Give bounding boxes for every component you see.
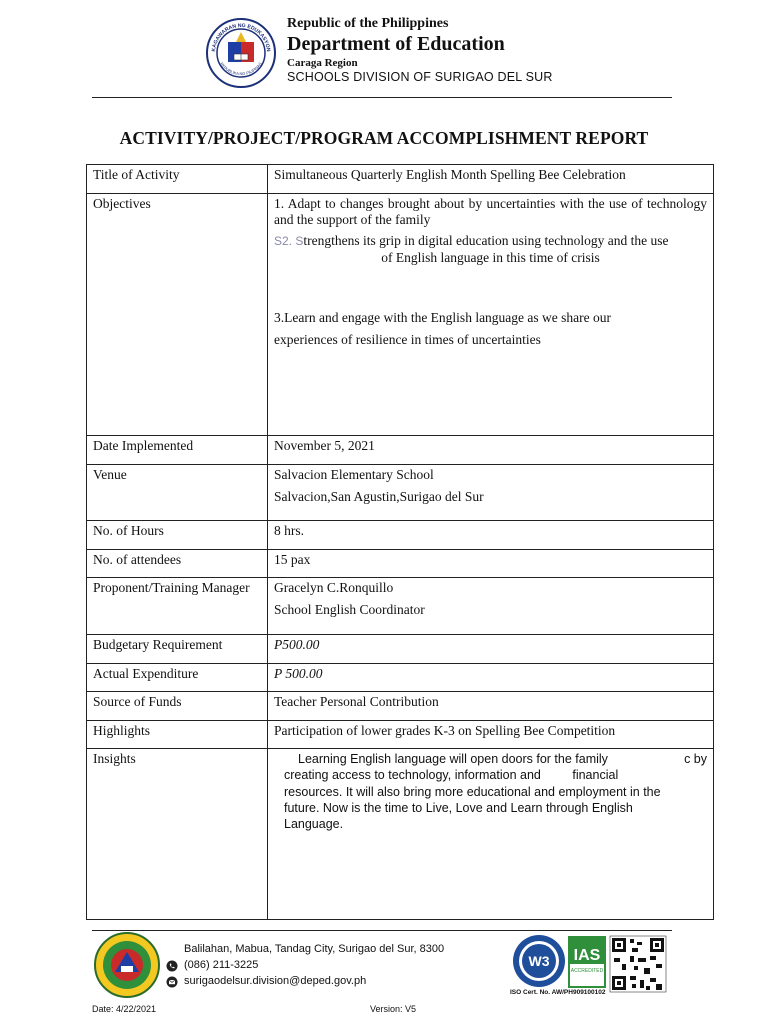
objective-2-text-a: trengthens its grip in digital education using technology and the use <box>303 233 669 249</box>
table-row <box>87 721 714 749</box>
insights-cell <box>268 749 714 920</box>
svg-text:IAS: IAS <box>573 947 601 964</box>
proponent-label: Proponent/Training Manager <box>87 578 268 635</box>
iso-cert-number: ISO Cert. No. AW/PH909100102 <box>510 989 606 996</box>
title-value: Simultaneous Quarterly English Month Spelling Bee Celebration <box>268 165 714 194</box>
certification-logos <box>510 934 670 996</box>
venue-line-2: Salvacion,San Agustin,Surigao del Sur <box>274 489 484 504</box>
division-logo-icon <box>94 932 160 998</box>
insights-line-4: future. Now is the time to Live, Love and Learn through English <box>284 800 633 815</box>
seal-text-top: KAGAWARAN NG EDUKASYON <box>210 22 272 53</box>
deped-seal-icon <box>206 18 276 88</box>
seal-text-bottom: REPUBLIKA NG PILIPINAS <box>219 61 263 77</box>
phone-icon <box>166 960 178 972</box>
footer-email[interactable]: surigaodelsur.division@deped.gov.ph <box>184 974 367 987</box>
funds-value: Teacher Personal Contribution <box>268 692 714 721</box>
footer-phone-row <box>166 958 444 974</box>
proponent-name: Gracelyn C.Ronquillo <box>274 580 394 595</box>
date-value: November 5, 2021 <box>268 436 714 465</box>
objectives-label: Objectives <box>87 194 268 436</box>
objective-3 <box>274 307 707 350</box>
insights-line-2b: financial <box>572 768 619 783</box>
table-row <box>87 165 714 194</box>
objectives-cell <box>268 194 714 436</box>
footer-date: Date: 4/22/2021 <box>92 1004 157 1014</box>
table-row <box>87 521 714 550</box>
venue-cell <box>268 465 714 521</box>
highlights-value: Participation of lower grades K-3 on Spelling Bee Competition <box>268 721 714 749</box>
footer-email-row <box>166 974 444 990</box>
attendees-value: 15 pax <box>268 550 714 578</box>
footer-phone: (086) 211-3225 <box>184 958 259 971</box>
attendees-label: No. of attendees <box>87 550 268 578</box>
table-row <box>87 692 714 721</box>
report-title: ACTIVITY/PROJECT/PROGRAM ACCOMPLISHMENT REPORT <box>119 128 649 148</box>
insights-line <box>284 751 707 767</box>
venue-label: Venue <box>87 465 268 521</box>
report-table <box>86 164 714 920</box>
letterhead <box>287 16 553 85</box>
insights-text <box>274 751 707 832</box>
footer-divider <box>92 930 672 931</box>
insights-line-3: resources. It will also bring more educational and employment in the <box>284 784 661 799</box>
footer-address: Balilahan, Mabua, Tandag City, Surigao del Sur, 8300 <box>184 943 445 955</box>
department-title: Department of Education <box>287 33 505 56</box>
highlights-label: Highlights <box>87 721 268 749</box>
table-row <box>87 194 714 436</box>
division-text: SCHOOLS DIVISION OF SURIGAO DEL SUR <box>287 70 553 85</box>
footer-version: Version: V5 <box>370 1004 417 1014</box>
funds-label: Source of Funds <box>87 692 268 721</box>
budget-value: P500.00 <box>268 635 714 664</box>
republic-text: Republic of the Philippines <box>287 16 449 31</box>
header-divider <box>92 97 672 98</box>
svg-text:W3: W3 <box>528 953 550 969</box>
objective-1: 1. Adapt to changes brought about by uncertainties with the use of technology and the support of the family <box>274 196 707 228</box>
budget-label: Budgetary Requirement <box>87 635 268 664</box>
hours-value: 8 hrs. <box>268 521 714 550</box>
w3-cert-logo <box>513 935 565 987</box>
ias-cert-logo <box>568 936 606 988</box>
proponent-role: School English Coordinator <box>274 602 425 617</box>
footer-contact <box>166 942 444 990</box>
table-row <box>87 664 714 692</box>
table-row <box>87 749 714 920</box>
insights-line-5: Language. <box>284 817 344 831</box>
venue-line-1: Salvacion Elementary School <box>274 467 434 482</box>
objective-3-text-b: experiences of resilience in times of uncertainties <box>274 331 541 347</box>
title-label: Title of Activity <box>87 165 268 194</box>
qr-code-icon <box>610 936 666 992</box>
expenditure-label: Actual Expenditure <box>87 664 268 692</box>
region-text: Caraga Region <box>287 57 358 70</box>
objective-3-text-a: 3.Learn and engage with the English language as we share our <box>274 310 612 326</box>
objective-2-text-b: of English language in this time of crisis <box>381 250 600 266</box>
hours-label: No. of Hours <box>87 521 268 550</box>
insights-line-1b: c by <box>684 752 707 766</box>
insights-line <box>284 767 707 783</box>
expenditure-value: P 500.00 <box>268 664 714 692</box>
insights-label: Insights <box>87 749 268 920</box>
insights-line-2a: creating access to technology, information and <box>284 768 541 783</box>
proponent-cell <box>268 578 714 635</box>
table-row <box>87 635 714 664</box>
insights-line-1a: Learning English language will open doors for the family <box>298 752 608 766</box>
mail-icon <box>166 976 178 988</box>
table-row <box>87 550 714 578</box>
objective-2 <box>274 233 707 267</box>
objective-2-number: S2. S <box>274 234 304 249</box>
table-row <box>87 465 714 521</box>
table-row <box>87 578 714 635</box>
table-row <box>87 436 714 465</box>
date-label: Date Implemented <box>87 436 268 465</box>
svg-text:ACCREDITED: ACCREDITED <box>570 968 604 974</box>
